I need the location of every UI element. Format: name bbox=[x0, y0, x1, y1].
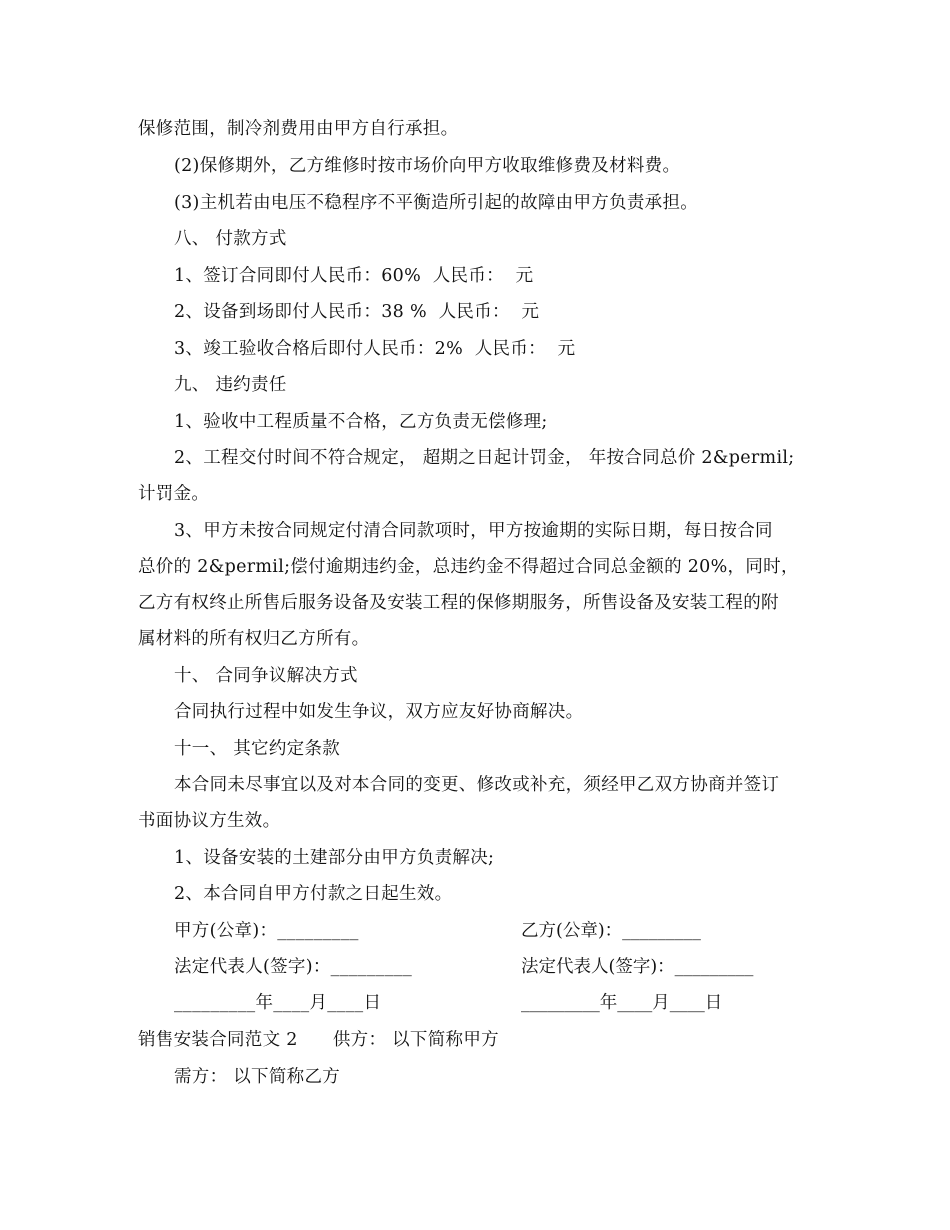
section-heading: 九、 违约责任 bbox=[174, 375, 287, 395]
party-b-seal: 乙方(公章)：_________ bbox=[521, 921, 701, 941]
section-heading: 十、 合同争议解决方式 bbox=[174, 666, 358, 686]
text-line: 计罚金。 bbox=[138, 484, 210, 504]
text-line: 1、设备安装的土建部分由甲方负责解决; bbox=[174, 848, 495, 868]
section-heading: 十一、 其它约定条款 bbox=[174, 739, 341, 759]
text-line: 1、签订合同即付人民币：60% 人民币： 元 bbox=[174, 266, 534, 286]
party-a-seal: 甲方(公章)：_________ bbox=[174, 921, 359, 941]
footer-line: 需方： 以下简称乙方 bbox=[174, 1067, 341, 1087]
text-line: 书面协议方生效。 bbox=[138, 811, 281, 831]
text-line: 总价的 2&permil;偿付逾期违约金，总违约金不得超过合同总金额的 20%，同时， bbox=[138, 557, 799, 577]
text-line: 属材料的所有权归乙方所有。 bbox=[138, 629, 370, 649]
footer-line: 销售安装合同范文 2 供方： 以下简称甲方 bbox=[138, 1030, 499, 1050]
text-line: 乙方有权终止所售后服务设备及安装工程的保修期服务，所售设备及安装工程的附 bbox=[138, 593, 779, 613]
party-b-representative: 法定代表人(签字)：_________ bbox=[521, 957, 754, 977]
text-line: 合同执行过程中如发生争议，双方应友好协商解决。 bbox=[174, 702, 584, 722]
party-a-representative: 法定代表人(签字)：_________ bbox=[174, 957, 413, 977]
section-heading: 八、 付款方式 bbox=[174, 229, 287, 249]
text-line: (3)主机若由电压不稳程序不平衡造所引起的故障由甲方负责承担。 bbox=[174, 193, 699, 213]
party-a-date: _________年____月____日 bbox=[174, 993, 382, 1013]
text-line: 本合同未尽事宜以及对本合同的变更、修改或补充，须经甲乙双方协商并签订 bbox=[174, 775, 780, 795]
text-line: 3、甲方未按合同规定付清合同款项时，甲方按逾期的实际日期，每日按合同 bbox=[174, 521, 773, 541]
text-line: 保修范围，制冷剂费用由甲方自行承担。 bbox=[138, 119, 459, 139]
text-line: 2、本合同自甲方付款之日起生效。 bbox=[174, 884, 453, 904]
text-line: 2、设备到场即付人民币：38 % 人民币： 元 bbox=[174, 302, 540, 322]
party-b-date: _________年____月____日 bbox=[521, 993, 723, 1013]
text-line: (2)保修期外，乙方维修时按市场价向甲方收取维修费及材料费。 bbox=[174, 156, 681, 176]
text-line: 1、验收中工程质量不合格，乙方负责无偿修理; bbox=[174, 412, 548, 432]
text-line: 3、竣工验收合格后即付人民币：2% 人民币： 元 bbox=[174, 339, 576, 359]
text-line: 2、工程交付时间不符合规定， 超期之日起计罚金， 年按合同总价 2&permil; bbox=[174, 448, 795, 468]
